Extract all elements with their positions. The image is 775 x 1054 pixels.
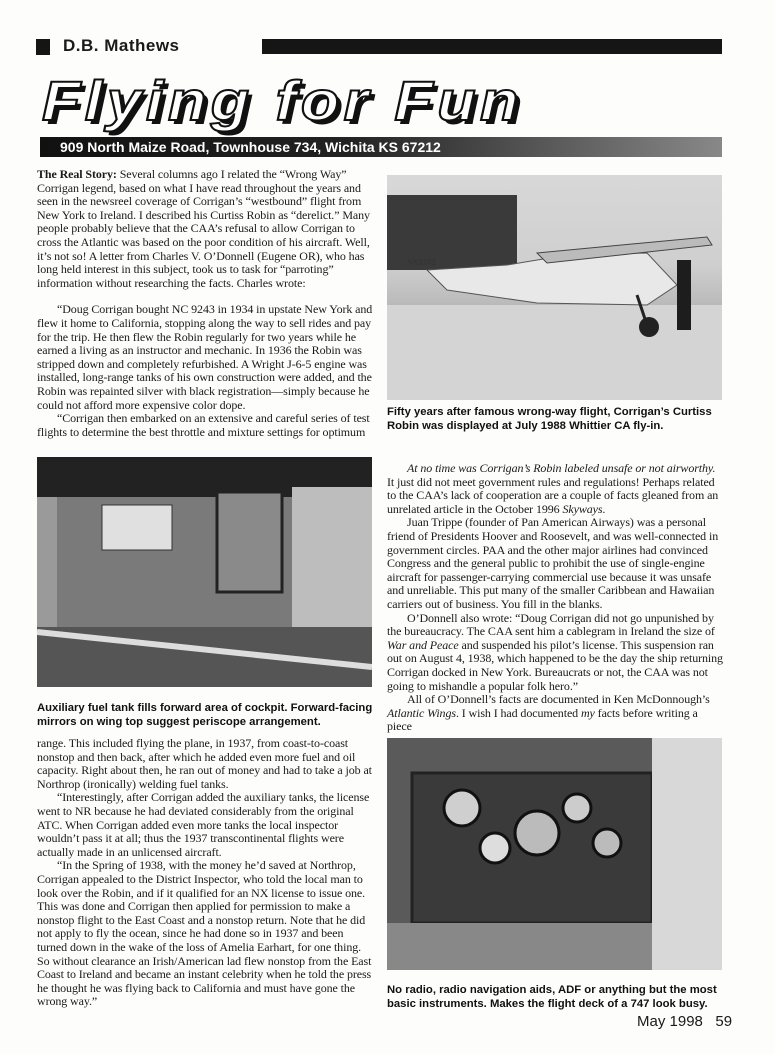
paragraph: Juan Trippe (founder of Pan American Airways) was a personal friend of Presidents Hoover and Roosevelt, and was well-connected in government circles. PAA and the other major airlines had convinced Congress and the general public to prohibit the use of single-engine aircraft for passenger-carrying commercial use because it was unsafe and unreliable. This put many of the smaller Caribbean and Hawaiian carriers out of business. You fill in the blanks. [387, 515, 719, 611]
text: and suspended his pilot’s license. This suspension ran out on August 4, 1938, which happened to be the day the ship returning Corrigan docked in New York. Bureaucrats or not, the CAA was not going to mishandle a popular folk hero.” [387, 637, 723, 693]
lead-label: The Real Story: [37, 167, 117, 181]
photo-cockpit-fuel-tank [37, 457, 372, 687]
issue-date: May 1998 [637, 1013, 703, 1030]
article-text-left-top [37, 168, 373, 439]
text: . I wish I had documented [455, 705, 581, 720]
address-bar [40, 137, 722, 157]
text: my [580, 705, 595, 720]
text: O’Donnell also wrote: “Doug Corrigan did not go unpunished by the bureaucracy. The CAA sent him a cablegram in Ireland the size of [387, 610, 715, 639]
paragraph [37, 168, 373, 290]
author-name: D.B. Mathews [63, 36, 180, 55]
paragraph: “Doug Corrigan bought NC 9243 in 1934 in upstate New York and flew it home to California, stopping along the way to sell rides and pay for the trip. He then flew the Robin regularly for two years while he earned a living as an instructor and mechanic. In 1936 the Robin was stripped down and completely refurbished. A Wright J-6-5 engine was installed, long-range tanks of his own construction were added, and the Robin was repainted silver with black registration—simply because he could not afford more expensive color dope. [37, 302, 373, 412]
header-rule [262, 39, 722, 54]
photo-instrument-panel [387, 738, 722, 970]
paragraph [387, 693, 723, 734]
paragraph: “In the Spring of 1938, with the money he’d saved at Northrop, Corrigan appealed to the District Inspector, who told the local man to look over the Robin, and if it qualified for an NX license to issue one. This was done and Corrigan then applied for permission to make a nonstop flight to the East Coast and a nonstop return. Note that he did not apply to fly the ocean, since he had done so in 1937 and been turned down in the wake of the loss of Amelia Earhart, for one thing. So without clearance an Irish/American lad flew nonstop from the East Coast to Ireland and became an instant celebrity when he told the press he thought he was flying back to California and must have gone the wrong way.” [37, 858, 372, 1009]
text: At no time was Corrigan’s Robin labeled unsafe or not airworthy. [407, 461, 716, 475]
caption-photo3: No radio, radio navigation aids, ADF or anything but the most basic instruments. Makes the flight deck of a 747 look busy. [387, 984, 717, 1010]
text: War and Peace [387, 637, 459, 652]
text: All of O’Donnell’s facts are documented in Ken McDonnough’s [407, 692, 710, 707]
text: Several columns ago I related the “Wrong Way” Corrigan legend, based on what I have read throughout the years and seen in the newsreel coverage of Corrigan’s “westbound” flight from New York to Ireland. I described his Curtiss Robin as “derelict.” Many people probably believe that the CAA’s refusal to allow Corrigan to cross the Atlantic was based on the poor condition of his aircraft. Well, it’s not so! A letter from Charles V. O’Donnell (Eugene OR), who has long held interest in this subject, took us to task for “parroting” information without researching the facts. Charles wrote: [37, 167, 370, 290]
text: It just did not meet government rules and regulations! Perhaps related to the CAA’s lack of cooperation are a couple of facts gleaned from an unrelated article in the October 1996 [387, 474, 719, 516]
page-footer [637, 1013, 732, 1030]
paragraph [387, 612, 723, 694]
paragraph [387, 462, 723, 516]
column-title: Flying for Fun [42, 69, 523, 132]
photo-curtiss-robin-flyin [387, 175, 722, 400]
airplane-illustration [387, 175, 722, 400]
header-square [36, 39, 50, 55]
paragraph: “Corrigan then embarked on an extensive and careful series of test flights to determine the best throttle and mixture settings for optimum [37, 411, 370, 439]
paragraph: “Interestingly, after Corrigan added the auxiliary tanks, the license went to NR because he had deviated considerably from the original ATC. When Corrigan added even more tanks the local inspector wouldn’t pass it at all; thus the 1937 transcontinental flights were actually made in an unlicensed aircraft. [37, 790, 370, 859]
text: Atlantic Wings [387, 705, 456, 720]
instrument-panel-illustration [387, 738, 722, 970]
registration-mark: NX9243 [407, 258, 436, 267]
cockpit-illustration [37, 457, 372, 687]
paragraph: range. This included flying the plane, in 1937, from coast-to-coast nonstop and then back, after which he added even more fuel and oil capacity. Right about then, he ran out of money and had to take a job at Northrop (ironically) welding fuel tanks. [37, 736, 372, 791]
caption-photo1: Fifty years after famous wrong-way flight, Corrigan’s Curtiss Robin was displayed at July 1988 Whittier CA fly-in. [387, 406, 712, 432]
article-text-left-bottom [37, 737, 373, 1009]
caption-photo2: Auxiliary fuel tank fills forward area of cockpit. Forward-facing mirrors on wing top suggest periscope arrangement. [37, 702, 373, 728]
address-text: 909 North Maize Road, Townhouse 734, Wichita KS 67212 [60, 139, 441, 155]
article-text-right [387, 462, 723, 734]
text: Skyways [562, 501, 603, 516]
text: . [602, 501, 606, 516]
page-number: 59 [715, 1013, 733, 1030]
text: facts before writing a piece [387, 705, 698, 734]
